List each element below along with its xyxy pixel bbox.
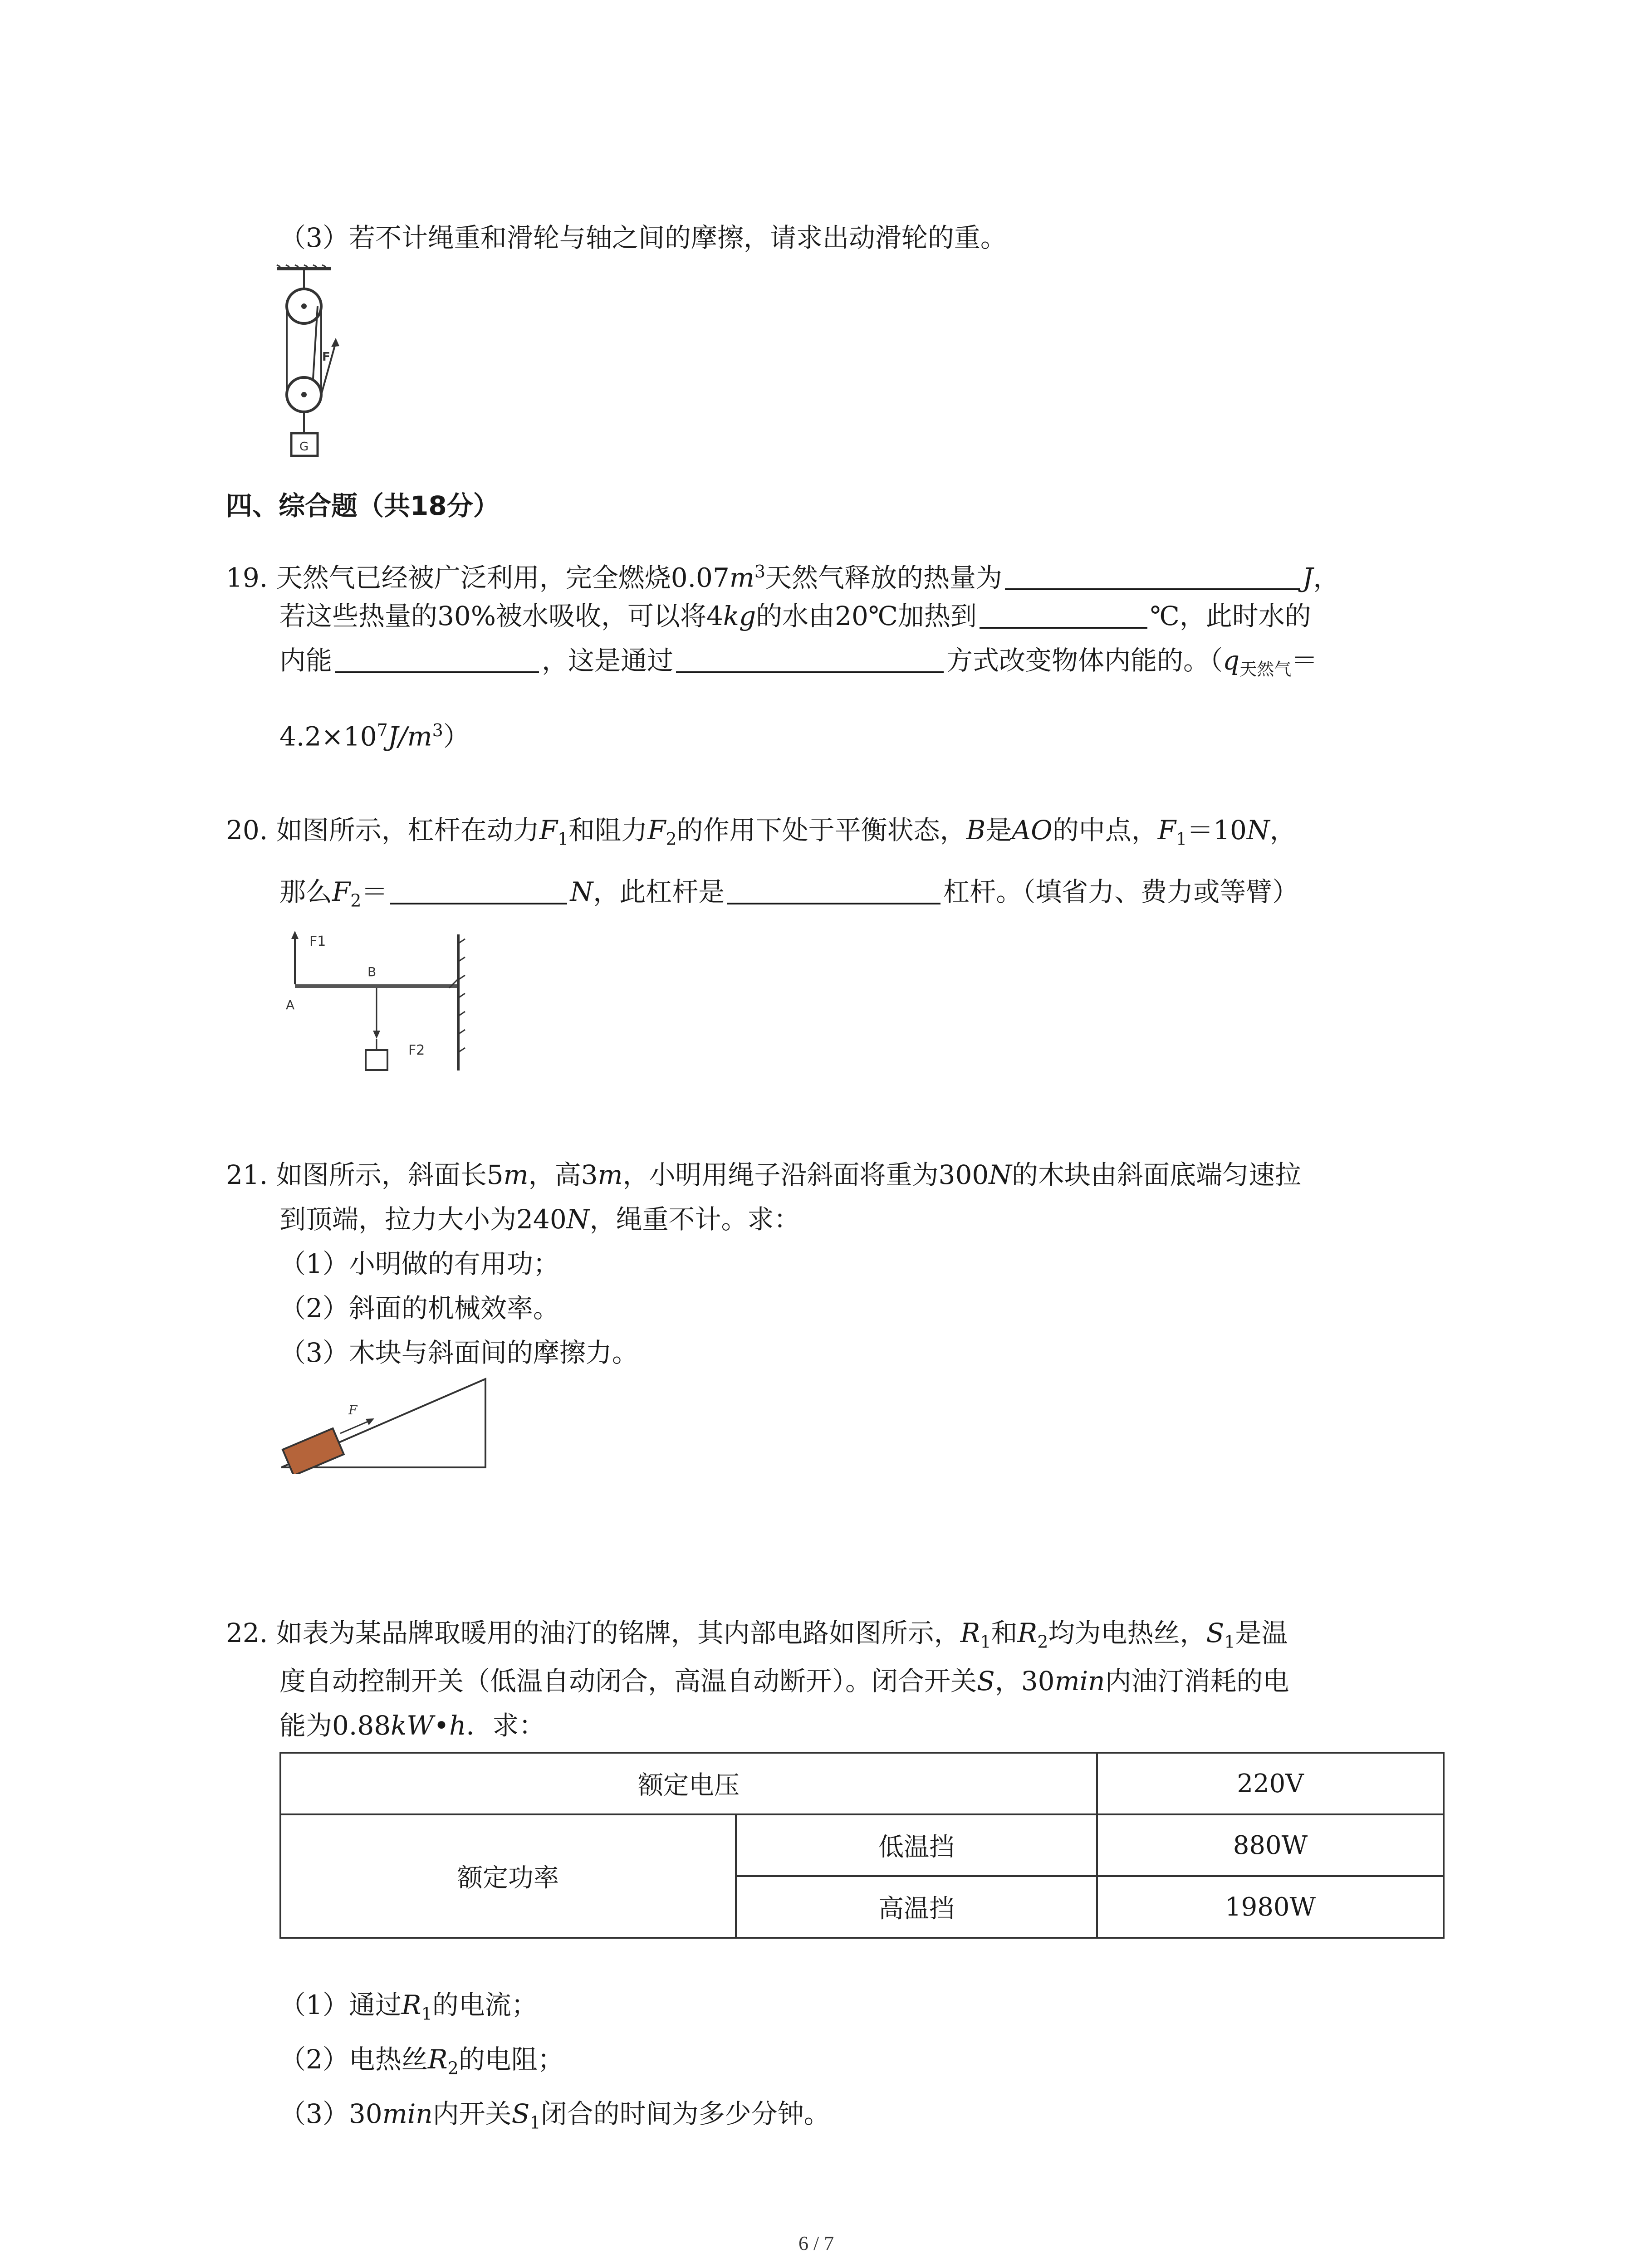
q19-blank-method[interactable] bbox=[676, 646, 944, 673]
q22-unit: kW•h bbox=[391, 1710, 466, 1741]
q19-exp: 3 bbox=[432, 720, 443, 740]
q19-unit: m bbox=[729, 562, 754, 593]
q22-text: 的电阻； bbox=[458, 2044, 564, 2075]
pulley-force-label: F bbox=[322, 350, 330, 364]
q22-part3 bbox=[279, 2096, 830, 2141]
q22-symbol: R bbox=[960, 1618, 980, 1648]
q20-text: 是 bbox=[985, 815, 1012, 846]
pulley-figure bbox=[268, 263, 349, 463]
q22-sub: 1 bbox=[1224, 1632, 1235, 1652]
q20-text: 那么 bbox=[279, 876, 333, 907]
q22-text: 度自动控制开关（低温自动闭合，高温自动断开）。闭合开关 bbox=[279, 1666, 977, 1696]
table-row bbox=[280, 1753, 1444, 1814]
q21-unit: m bbox=[503, 1159, 529, 1190]
q22-text: （2）电热丝 bbox=[279, 2044, 428, 2075]
q22-energy: 0.88 bbox=[332, 1710, 391, 1741]
rated-voltage-value: 220V bbox=[1097, 1753, 1444, 1814]
q21-length: 5 bbox=[486, 1159, 504, 1190]
q19-text: ，这是通过 bbox=[542, 645, 674, 676]
q22-line2 bbox=[279, 1663, 1289, 1699]
q20-sub: 2 bbox=[666, 829, 677, 849]
q22-line1 bbox=[226, 1615, 1288, 1660]
q22-symbol: R bbox=[1017, 1618, 1038, 1648]
q21-number: 21. bbox=[226, 1159, 268, 1190]
q21-text: 的木块由斜面底端匀速拉 bbox=[1012, 1159, 1302, 1190]
q19-text: ＝ bbox=[1291, 645, 1318, 676]
q22-text: ， bbox=[994, 1666, 1021, 1696]
q21-part1: （1）小明做的有用功； bbox=[279, 1248, 559, 1279]
q21-force: 240 bbox=[516, 1204, 567, 1235]
section-heading: 四、综合题（共18分） bbox=[226, 490, 500, 521]
q19-unit: kg bbox=[723, 601, 756, 631]
q20-line2 bbox=[279, 874, 1298, 919]
q20-text: ＝10 bbox=[1187, 815, 1247, 846]
lever-b-label: B bbox=[367, 964, 377, 979]
rated-power-label: 额定功率 bbox=[280, 1814, 736, 1938]
high-gear-label: 高温挡 bbox=[736, 1876, 1097, 1938]
low-gear-label: 低温挡 bbox=[736, 1814, 1097, 1876]
q22-time: 30 bbox=[1021, 1666, 1055, 1696]
q21-text: 如图所示，斜面长 bbox=[276, 1159, 487, 1190]
q21-unit: N bbox=[566, 1204, 590, 1235]
lever-a-label: A bbox=[286, 997, 295, 1012]
q22-sub: 2 bbox=[447, 2058, 459, 2078]
rating-plate-table bbox=[279, 1752, 1445, 1939]
q22-unit: min bbox=[1054, 1666, 1105, 1696]
q19-text: 被水吸收，可以将 bbox=[495, 601, 706, 631]
q19-text: 天然气已经被广泛利用，完全燃烧 bbox=[276, 562, 671, 593]
q20-symbol: F bbox=[1157, 815, 1176, 846]
q20-unit: N bbox=[570, 876, 593, 907]
q22-text: 内开关 bbox=[432, 2098, 512, 2129]
high-gear-value: 1980W bbox=[1097, 1876, 1444, 1938]
q21-unit: m bbox=[598, 1159, 623, 1190]
q20-text: 杠杆。（填省力、费力或等臂） bbox=[943, 876, 1299, 907]
q19-blank-heat[interactable] bbox=[1005, 563, 1300, 590]
q19-mass: 4 bbox=[706, 601, 723, 631]
q22-sub: 2 bbox=[1037, 1632, 1048, 1652]
q19-text: ） bbox=[443, 721, 470, 752]
q22-text: 和 bbox=[991, 1618, 1018, 1648]
low-gear-value: 880W bbox=[1097, 1814, 1444, 1876]
q18-part3: （3）若不计绳重和滑轮与轴之间的摩擦，请求出动滑轮的重。 bbox=[279, 222, 1007, 253]
lever-f2-label: F2 bbox=[408, 1042, 425, 1058]
q21-part3: （3）木块与斜面间的摩擦力。 bbox=[279, 1337, 638, 1368]
q19-text: 天然气释放的热量为 bbox=[765, 562, 1003, 593]
q19-blank-internal-energy[interactable] bbox=[335, 646, 539, 673]
q20-text: 的作用下处于平衡状态， bbox=[676, 815, 966, 846]
q19-blank-temp[interactable] bbox=[980, 601, 1147, 629]
q19-number: 19. bbox=[226, 562, 268, 593]
q22-sub: 1 bbox=[980, 1632, 991, 1652]
q20-blank-lever-type[interactable] bbox=[727, 877, 941, 904]
q19-text: ℃，此时水的 bbox=[1150, 601, 1311, 631]
q22-text: （3） bbox=[279, 2098, 349, 2129]
q22-text: 能为 bbox=[279, 1710, 333, 1741]
q20-symbol: F bbox=[539, 815, 558, 846]
q22-text: ．求： bbox=[466, 1710, 545, 1741]
q20-symbol: F bbox=[647, 815, 666, 846]
q22-text: 闭合的时间为多少分钟。 bbox=[540, 2098, 830, 2129]
q19-exp: 7 bbox=[377, 720, 388, 740]
q22-symbol: S bbox=[1206, 1618, 1225, 1648]
q19-text: 若这些热量的 bbox=[279, 601, 438, 631]
q21-text: ，小明用绳子沿斜面将重为 bbox=[622, 1159, 939, 1190]
pulley-weight-label: G bbox=[299, 440, 309, 454]
q20-text: 如图所示，杠杆在动力 bbox=[276, 815, 539, 846]
q22-number: 22. bbox=[226, 1618, 268, 1648]
q21-unit: N bbox=[989, 1159, 1012, 1190]
q19-line4 bbox=[279, 712, 470, 754]
q19-volume: 0.07 bbox=[671, 562, 730, 593]
page-number: 6 / 7 bbox=[798, 2232, 834, 2254]
q22-text: 均为电热丝， bbox=[1048, 1618, 1206, 1648]
q21-line1 bbox=[226, 1157, 1301, 1193]
q22-sub: 1 bbox=[529, 2112, 541, 2133]
q22-line3 bbox=[279, 1707, 545, 1744]
q22-sub: 1 bbox=[421, 2004, 432, 2024]
q19-text: 内能 bbox=[279, 645, 333, 676]
q19-line3 bbox=[279, 642, 1318, 688]
q21-height: 3 bbox=[581, 1159, 598, 1190]
q20-symbol: F bbox=[332, 876, 351, 907]
q20-line1 bbox=[226, 812, 1296, 857]
q21-part2: （2）斜面的机械效率。 bbox=[279, 1293, 559, 1324]
q19-percent: 30% bbox=[437, 601, 496, 631]
q22-symbol: S bbox=[511, 2098, 530, 2129]
q19-sub: 天然气 bbox=[1239, 659, 1292, 679]
q22-part2 bbox=[279, 2041, 564, 2087]
q20-text: ＝ bbox=[361, 876, 388, 907]
q21-text: 到顶端，拉力大小为 bbox=[279, 1204, 517, 1235]
q20-sub: 1 bbox=[1176, 829, 1187, 849]
q19-text: 方式改变物体内能的。（ bbox=[946, 645, 1223, 676]
lever-f1-label: F1 bbox=[309, 934, 326, 949]
q19-symbol: q bbox=[1223, 645, 1240, 676]
q22-text: 如表为某品牌取暖用的油汀的铭牌，其内部电路如图所示， bbox=[276, 1618, 960, 1648]
q19-text: ， bbox=[1313, 562, 1340, 593]
q20-blank-force[interactable] bbox=[390, 877, 567, 904]
q22-part1 bbox=[279, 1987, 538, 2032]
q20-text: ，此杠杆是 bbox=[593, 876, 725, 907]
q20-symbol: B bbox=[966, 815, 986, 846]
q22-text: 内油汀消耗的电 bbox=[1105, 1666, 1289, 1696]
q19-text: 加热到 bbox=[897, 601, 977, 631]
q19-value: 4.2×10 bbox=[279, 721, 377, 752]
incline-force-label: F bbox=[348, 1403, 358, 1418]
rated-voltage-label: 额定电压 bbox=[280, 1753, 1097, 1814]
q19-unit: J bbox=[1303, 562, 1313, 593]
q22-text: （1）通过 bbox=[279, 1989, 402, 2020]
q19-temp: 20℃ bbox=[835, 601, 898, 631]
q20-text: 和阻力 bbox=[568, 815, 648, 846]
q20-symbol: AO bbox=[1012, 815, 1053, 846]
q20-sub: 2 bbox=[350, 890, 362, 911]
q19-unit: J/m bbox=[387, 721, 432, 752]
q21-line2 bbox=[279, 1201, 800, 1237]
q21-text: ，高 bbox=[528, 1159, 581, 1190]
q20-unit: N bbox=[1246, 815, 1270, 846]
q19-text: 的水由 bbox=[756, 601, 835, 631]
q20-text: 的中点， bbox=[1052, 815, 1158, 846]
q19-line1 bbox=[226, 553, 1339, 596]
q22-symbol: R bbox=[401, 1989, 421, 2020]
q19-line2 bbox=[279, 598, 1311, 634]
table-row bbox=[280, 1814, 1444, 1876]
q22-text: 的电流； bbox=[432, 1989, 538, 2020]
q21-text: ，绳重不计。求： bbox=[589, 1204, 800, 1235]
q21-weight: 300 bbox=[938, 1159, 989, 1190]
q20-text: ， bbox=[1269, 815, 1296, 846]
incline-figure bbox=[277, 1374, 490, 1474]
q19-exp: 3 bbox=[754, 562, 766, 582]
q22-text: 是温 bbox=[1235, 1618, 1288, 1648]
lever-figure bbox=[286, 925, 472, 1093]
q22-symbol: S bbox=[977, 1666, 995, 1696]
q22-symbol: R bbox=[427, 2044, 448, 2075]
q20-number: 20. bbox=[226, 815, 268, 846]
q20-sub: 1 bbox=[557, 829, 569, 849]
q22-unit: min bbox=[382, 2098, 433, 2129]
q22-time: 30 bbox=[348, 2098, 382, 2129]
